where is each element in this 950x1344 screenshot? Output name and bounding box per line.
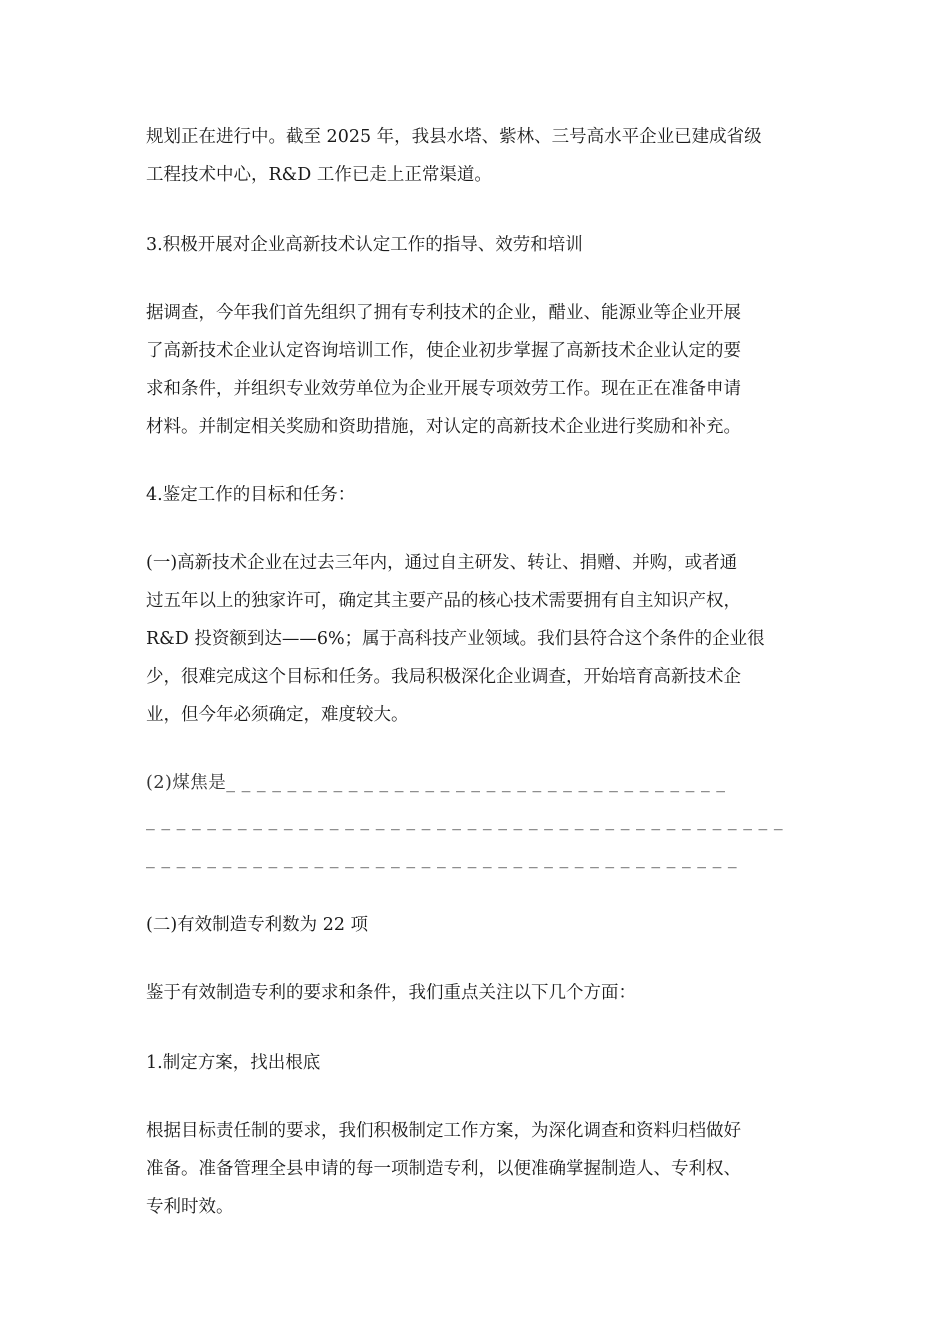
text-line: _ _ _ _ _ _ _ _ _ _ _ _ _ _ _ _ _ _ _ _ _ _ _ _ _ _ _ _ _ _ _ _ _ _ _ _ _ _ _ _ _ _: [146, 811, 784, 831]
text-line: 根据目标责任制的要求，我们积极制定工作方案，为深化调查和资料归档做好: [146, 1121, 741, 1141]
text-line: 4.鉴定工作的目标和任务：: [146, 485, 356, 505]
text-line: 工程技术中心，R&D 工作已走上正常渠道。: [146, 165, 492, 185]
paragraph-progress: [146, 118, 808, 194]
paragraph-survey: [146, 294, 808, 446]
text-line: 少，很难完成这个目标和任务。我局积极深化企业调查，开始培育高新技术企: [146, 667, 741, 687]
heading-item-4: [146, 476, 808, 514]
text-line: 规划正在进行中。截至 2025 年，我县水塔、紫林、三号高水平企业已建成省级: [146, 127, 762, 147]
text-line: 1.制定方案，找出根底: [146, 1053, 321, 1073]
text-line: 了高新技术企业认定咨询培训工作，使企业初步掌握了高新技术企业认定的要: [146, 341, 741, 361]
heading-item-3: [146, 226, 808, 264]
heading-item-1: [146, 1044, 808, 1082]
text-line: R&D 投资额到达——6%；属于高科技产业领域。我们县符合这个条件的企业很: [146, 629, 765, 649]
paragraph-focus: [146, 974, 808, 1012]
text-line: 材料。并制定相关奖励和资助措施，对认定的高新技术企业进行奖励和补充。: [146, 417, 741, 437]
text-line: 鉴于有效制造专利的要求和条件，我们重点关注以下几个方面：: [146, 983, 636, 1003]
heading-patents: [146, 906, 808, 944]
text-line: 准备。准备管理全县申请的每一项制造专利，以便准确掌握制造人、专利权、: [146, 1159, 741, 1179]
text-line: 专利时效。: [146, 1197, 234, 1217]
text-line: _ _ _ _ _ _ _ _ _ _ _ _ _ _ _ _ _ _ _ _ _ _ _ _ _ _ _ _ _ _ _ _ _ _ _ _ _ _ _: [146, 849, 738, 869]
text-line: (二)有效制造专利数为 22 项: [146, 915, 369, 935]
paragraph-coal-coke: [146, 764, 808, 878]
text-line: 求和条件，并组织专业效劳单位为企业开展专项效劳工作。现在正在准备申请: [146, 379, 741, 399]
text-line: (一)高新技术企业在过去三年内，通过自主研发、转让、捐赠、并购，或者通: [146, 553, 738, 573]
text-line: (2)煤焦是_ _ _ _ _ _ _ _ _ _ _ _ _ _ _ _ _ _ _ _ _ _ _ _ _ _ _ _ _ _ _ _ _: [146, 773, 726, 793]
text-line: 3.积极开展对企业高新技术认定工作的指导、效劳和培训: [146, 235, 583, 255]
text-line: 过五年以上的独家许可，确定其主要产品的核心技术需要拥有自主知识产权，: [146, 591, 741, 611]
paragraph-goals: [146, 544, 808, 734]
text-line: 业，但今年必须确定，难度较大。: [146, 705, 409, 725]
paragraph-plan: [146, 1112, 808, 1226]
text-line: 据调查，今年我们首先组织了拥有专利技术的企业，醋业、能源业等企业开展: [146, 303, 741, 323]
